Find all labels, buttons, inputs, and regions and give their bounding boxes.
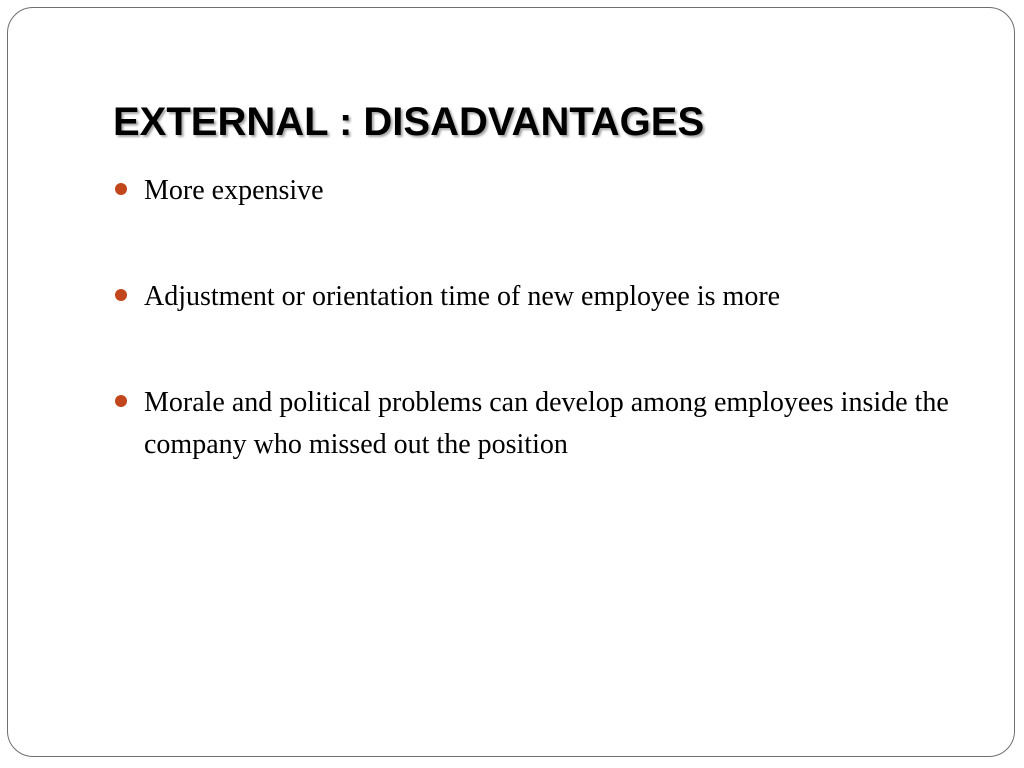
bullet-item bbox=[113, 170, 973, 212]
bullet-dot-icon bbox=[115, 183, 127, 195]
bullet-dot-icon bbox=[115, 289, 127, 301]
bullet-list bbox=[113, 170, 973, 466]
slide-title: EXTERNAL : DISADVANTAGES bbox=[113, 100, 705, 144]
bullet-text: Morale and political problems can develop among employees inside the company who missed out the position bbox=[144, 387, 949, 460]
bullet-item bbox=[113, 276, 973, 318]
bullet-item bbox=[113, 382, 973, 466]
bullet-text: More expensive bbox=[144, 175, 324, 206]
bullet-dot-icon bbox=[115, 395, 127, 407]
bullet-text: Adjustment or orientation time of new employee is more bbox=[144, 281, 781, 312]
